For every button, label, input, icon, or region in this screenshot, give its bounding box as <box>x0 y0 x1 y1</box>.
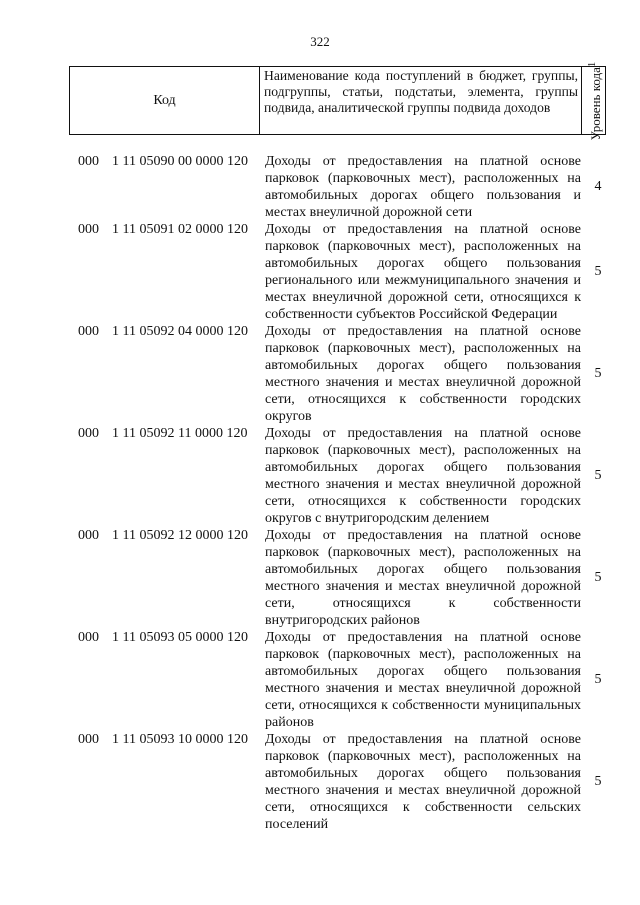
row-level: 5 <box>594 570 602 585</box>
row-code: 1 11 05091 02 0000 120 <box>112 222 248 237</box>
row-name: Доходы от предоставления на платной основе парковок (парковочных мест), расположенных на автомобильных дорогах общего пользования и местах внеуличной дорожной сети <box>265 154 581 220</box>
row-name: Доходы от предоставления на платной основе парковок (парковочных мест), расположенных на автомобильных дорогах общего пользования местного значения и местах внеуличной дорожной сети, относящихся к собственности городских округов с внутригородским делением <box>265 426 581 526</box>
header-level <box>581 61 605 140</box>
row-name: Доходы от предоставления на платной основе парковок (парковочных мест), расположенных на автомобильных дорогах общего пользования местного значения и местах внеуличной дорожной сети, относящихся к собственности муниципальных районов <box>265 630 581 730</box>
row-code: 1 11 05092 11 0000 120 <box>112 426 248 441</box>
page-number: 322 <box>310 34 330 49</box>
row-code: 1 11 05092 04 0000 120 <box>112 324 248 339</box>
header-level-footnote: 1 <box>585 61 598 67</box>
table-row <box>0 629 640 731</box>
table-header <box>69 61 606 140</box>
row-level: 5 <box>594 264 602 279</box>
row-prefix: 000 <box>78 528 99 543</box>
row-prefix: 000 <box>78 154 99 169</box>
table-row <box>0 731 640 833</box>
row-name: Доходы от предоставления на платной основе парковок (парковочных мест), расположенных на автомобильных дорогах общего пользования местного значения и местах внеуличной дорожной сети, относящихся к собственности городских округов <box>265 324 581 424</box>
row-prefix: 000 <box>78 630 99 645</box>
row-prefix: 000 <box>78 732 99 747</box>
row-name: Доходы от предоставления на платной основе парковок (парковочных мест), расположенных на автомобильных дорогах общего пользования местного значения и местах внеуличной дорожной сети, относящихся к собственности сельских поселений <box>265 732 581 832</box>
header-name: Наименование кода поступлений в бюджет, группы, подгруппы, статьи, подстатьи, элемента, группы подвида, аналитической группы подвида доходов <box>264 68 578 115</box>
table-row <box>0 153 640 221</box>
header-level-text <box>585 61 601 140</box>
row-level: 5 <box>594 672 602 687</box>
table-row <box>0 527 640 629</box>
row-prefix: 000 <box>78 426 99 441</box>
row-code: 1 11 05092 12 0000 120 <box>112 528 248 543</box>
row-name: Доходы от предоставления на платной основе парковок (парковочных мест), расположенных на автомобильных дорогах общего пользования регионального или межмуниципального значения и местах внеуличной дорожной сети, относящихся к собственности субъектов Российской Федерации <box>265 222 581 322</box>
header-level-label: Уровень кода <box>587 66 603 140</box>
row-level: 5 <box>594 468 602 483</box>
header-code-label: Код <box>153 92 176 108</box>
table-row <box>0 323 640 425</box>
row-prefix: 000 <box>78 222 99 237</box>
row-prefix: 000 <box>78 324 99 339</box>
row-name: Доходы от предоставления на платной основе парковок (парковочных мест), расположенных на автомобильных дорогах общего пользования местного значения и местах внеуличной дорожной сети, относящихся к собственности внутригородских районов <box>265 528 581 628</box>
table-row <box>0 425 640 527</box>
row-code: 1 11 05093 10 0000 120 <box>112 732 248 747</box>
row-level: 4 <box>594 179 602 194</box>
code-list <box>0 153 640 833</box>
row-level: 5 <box>594 366 602 381</box>
row-code: 1 11 05093 05 0000 120 <box>112 630 248 645</box>
header-code <box>70 67 260 134</box>
row-level: 5 <box>594 774 602 789</box>
row-code: 1 11 05090 00 0000 120 <box>112 154 248 169</box>
table-row <box>0 221 640 323</box>
